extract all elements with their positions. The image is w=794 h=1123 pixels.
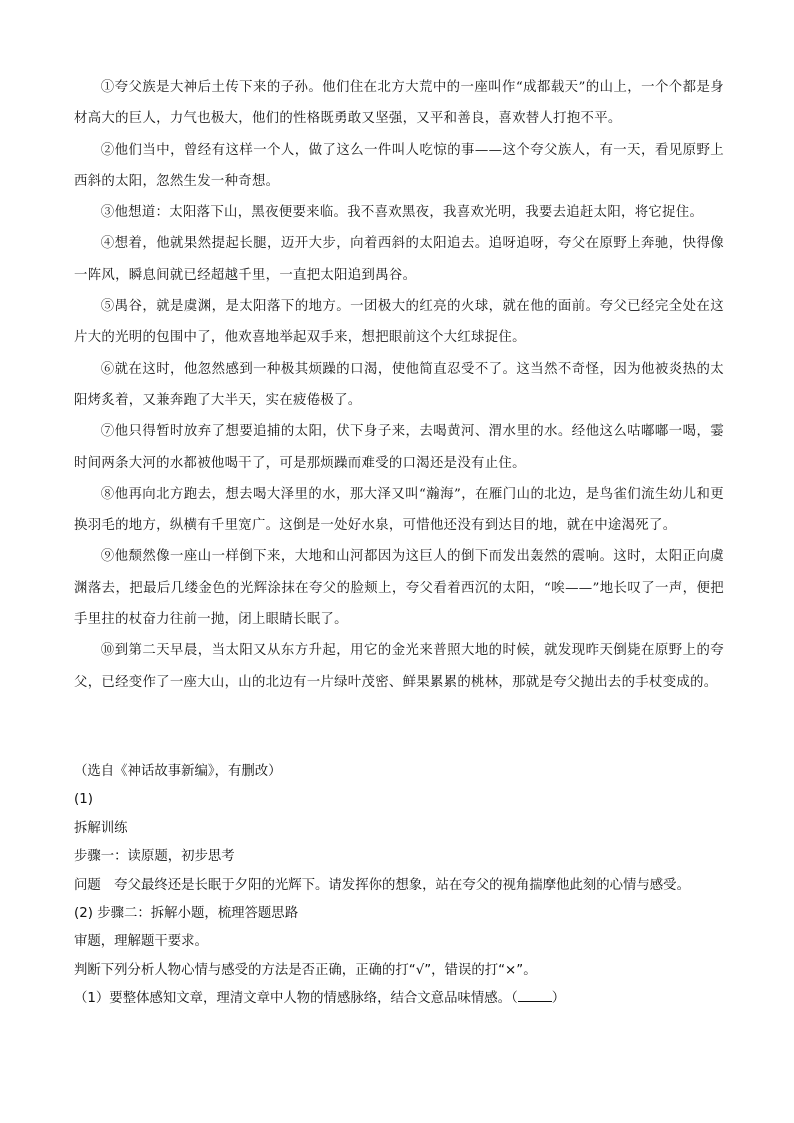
story-paragraph-7: ⑦他只得暂时放弃了想要追捕的太阳，伏下身子来，去喝黄河、渭水里的水。经他这么咕嘟嘟一喝，霎时间两条大河的水都被他喝干了，可是那烦躁而难受的口渴还是没有止住。 <box>74 424 724 471</box>
judge-instruction: 判断下列分析人物心情与感受的方法是否正确，正确的打“√”，错误的打“×”。 <box>74 962 537 978</box>
step-two: (2) 步骤二：拆解小题，梳理答题思路 <box>74 906 299 922</box>
answer-blank[interactable] <box>518 988 552 1002</box>
source-note: （选自《神话故事新编》，有删改） <box>74 764 282 779</box>
judge-item-1-close: ） <box>551 991 566 1007</box>
story-paragraph-5: ⑤禺谷，就是虞渊，是太阳落下的地方。一团极大的红亮的火球，就在他的面前。夸父已经完全处在这片大的光明的包围中了，他欢喜地举起双手来，想把眼前这个大红球捉住。 <box>74 299 724 346</box>
story-paragraph-2: ②他们当中，曾经有这样一个人，做了这么一件叫人吃惊的事——这个夸父族人，有一天，看见原野上西斜的太阳，忽然生发一种奇想。 <box>74 142 724 189</box>
story-text <box>74 72 724 698</box>
section-title: 拆解训练 <box>74 820 128 836</box>
judge-item-1-text: （1）要整体感知文章，理清文章中人物的情感脉络，结合文意品味情感。（ <box>74 991 518 1007</box>
story-paragraph-1: ①夸父族是大神后土传下来的子孙。他们住在北方大荒中的一座叫作“成都载天”的山上，一个个都是身材高大的巨人，力气也极大，他们的性格既勇敢又坚强，又平和善良，喜欢替人打抱不平。 <box>74 80 724 127</box>
story-paragraph-8: ⑧他再向北方跑去，想去喝大泽里的水，那大泽又叫“瀚海”，在雁门山的北边，是鸟雀们流生幼儿和更换羽毛的地方，纵横有千里宽广。这倒是一处好水泉，可惜他还没有到达目的地，就在中途渴死了。 <box>74 486 724 534</box>
judge-item-1 <box>74 985 734 1013</box>
question-text: 问题 夸父最终还是长眠于夕阳的光辉下。请发挥你的想象，站在夸父的视角揣摩他此刻的心情与感受。 <box>74 877 690 893</box>
story-paragraph-3: ③他想道：太阳落下山，黑夜便要来临。我不喜欢黑夜，我喜欢光明，我要去追赶太阳，将它捉住。 <box>100 205 704 221</box>
question-number: (1) <box>74 792 93 808</box>
review-instruction: 审题，理解题干要求。 <box>74 934 208 950</box>
story-paragraph-10: ⑩到第二天早晨，当太阳又从东方升起，用它的金光来普照大地的时候，就发现昨天倒毙在原野上的夸父，已经变作了一座大山，山的北边有一片绿叶茂密、鲜果累累的桃林，那就是夸父抛出去的手杖变成的。 <box>74 643 724 690</box>
story-paragraph-4: ④想着，他就果然提起长腿，迈开大步，向着西斜的太阳追去。追呀追呀，夸父在原野上奔驰，快得像一阵风，瞬息间就已经超越千里，一直把太阳追到禺谷。 <box>74 236 724 283</box>
story-paragraph-9: ⑨他颓然像一座山一样倒下来，大地和山河都因为这巨人的倒下而发出轰然的震响。这时，太阳正向虞渊落去，把最后几缕金色的光辉涂抹在夸父的脸颊上，夸父看着西沉的太阳，“唉——”地长叹了一声，便把手里拄的杖奋力往前一抛，闭上眼睛长眠了。 <box>74 549 724 628</box>
story-paragraph-6: ⑥就在这时，他忽然感到一种极其烦躁的口渴，使他简直忍受不了。这当然不奇怪，因为他被炎热的太阳烤炙着，又兼奔跑了大半天，实在疲倦极了。 <box>74 361 724 408</box>
step-one: 步骤一：读原题，初步思考 <box>74 849 235 865</box>
exercise-section <box>74 758 734 1014</box>
